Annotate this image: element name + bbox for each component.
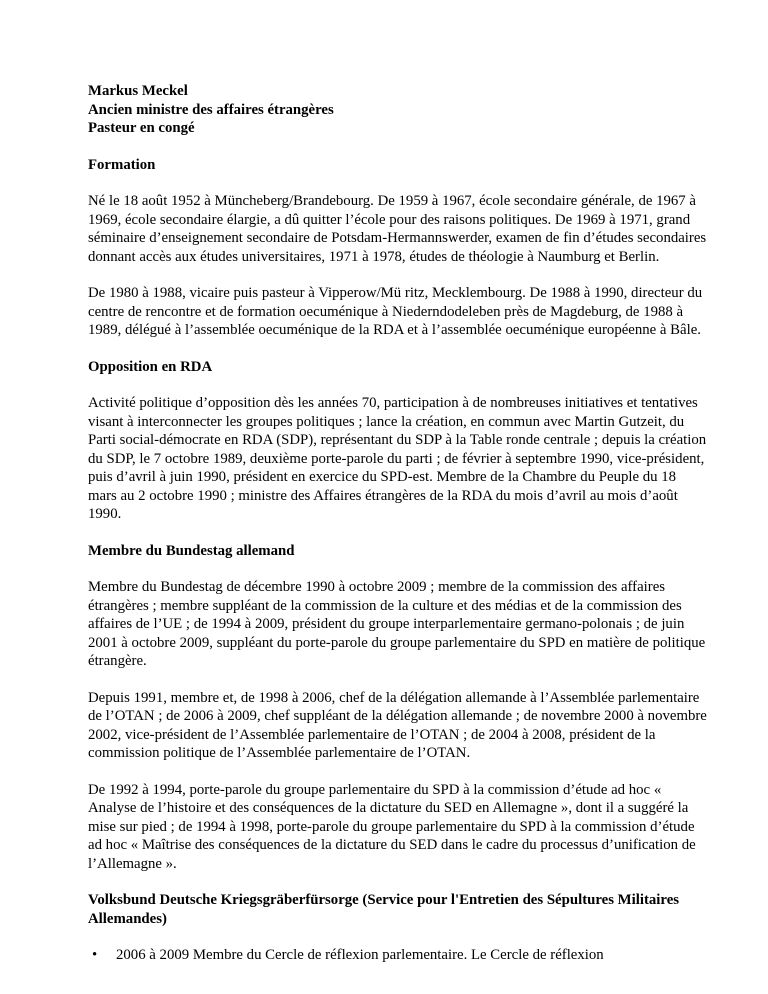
section-opposition <box>88 358 708 524</box>
section-heading-formation: Formation <box>88 156 156 173</box>
list-item-text: 2006 à 2009 Membre du Cercle de réflexion parlementaire. Le Cercle de réflexion <box>116 947 604 963</box>
paragraph-opposition-1: Activité politique d’opposition dès les années 70, participation à de nombreuses initiatives et tentatives visant à interconnecter les groupes politiques ; lance la création, en commun avec Martin Gutzeit, du Parti social-démocrate en RDA (SDP), représentant du SDP à la Table ronde centrale ; depuis la création du SDP, le 7 octobre 1989, deuxième porte-parole du parti ; de février à septembre 1990, vice-président, puis d’avril à juin 1990, président en exercice du SPD-est. Membre de la Chambre du Peuple du 18 mars au 2 octobre 1990 ; ministre des Affaires étrangères de la RDA du mois d’avril au mois d’août 1990. <box>88 395 707 522</box>
person-title-former-minister: Ancien ministre des affaires étrangères <box>88 101 334 118</box>
paragraph-bundestag-1: Membre du Bundestag de décembre 1990 à octobre 2009 ; membre de la commission des affaires étrangères ; membre suppléant de la commission de la culture et des médias et de la commission des affaires de l’UE ; de 1994 à 2009, président du groupe interparlementaire germano-polonais ; de juin 2001 à octobre 2009, suppléant du porte-parole du groupe parlementaire du SPD en matière de politique étrangère. <box>88 579 706 669</box>
person-name: Markus Meckel <box>88 83 188 99</box>
section-volksbund <box>88 891 708 965</box>
person-title-pastor: Pasteur en congé <box>88 120 195 136</box>
paragraph-bundestag-2: Depuis 1991, membre et, de 1998 à 2006, chef de la délégation allemande à l’Assemblée parlementaire de l’OTAN ; de 2006 à 2009, chef suppléant de la délégation allemande ; de novembre 2000 à novembre 2002, vice-président de l’Assemblée parlementaire de l’OTAN ; de 2004 à 2008, président de la commission politique de l’Assemblée parlementaire de l’OTAN. <box>88 689 707 761</box>
section-heading-opposition: Opposition en RDA <box>88 358 213 375</box>
document-page <box>88 82 708 965</box>
section-heading-bundestag: Membre du Bundestag allemand <box>88 542 295 559</box>
volksbund-list <box>88 946 708 965</box>
paragraph-formation-2: De 1980 à 1988, vicaire puis pasteur à Vipperow/Mü ritz, Mecklembourg. De 1988 à 1990, directeur du centre de rencontre et de formation oecuménique à Niederndodeleben près de Magdeburg, de 1988 à 1989, délégué à l’assemblée oecuménique de la RDA et à l’assemblée oecuménique européenne à Bâle. <box>88 285 703 338</box>
section-heading-volksbund: Volksbund Deutsche Kriegsgräberfürsorge (Service pour l'Entretien des Sépultures Militaires Allemandes) <box>88 892 680 927</box>
paragraph-formation-1: Né le 18 août 1952 à Müncheberg/Brandebourg. De 1959 à 1967, école secondaire générale, de 1967 à 1969, école secondaire élargie, a dû quitter l’école pour des raisons politiques. De 1969 à 1971, grand séminaire d’enseignement secondaire de Potsdam-Hermannswerder, examen de fin d’études secondaires donnant accès aux études universitaires, 1971 à 1978, études de théologie à Naumburg et Berlin. <box>88 193 707 265</box>
paragraph-bundestag-3: De 1992 à 1994, porte-parole du groupe parlementaire du SPD à la commission d’étude ad hoc « Analyse de l’histoire et des conséquences de la dictature du SED en Allemagne », dont il a suggéré la mise sur pied ; de 1994 à 1998, porte-parole du groupe parlementaire du SPD à la commission d’étude ad hoc « Maîtrise des conséquences de la dictature du SED dans le cadre du processus d’unification de l’Allemagne ». <box>88 781 696 872</box>
section-bundestag <box>88 542 708 874</box>
document-header <box>88 82 708 138</box>
bullet-icon: • <box>92 947 98 963</box>
list-item <box>88 946 708 965</box>
section-formation <box>88 156 708 340</box>
